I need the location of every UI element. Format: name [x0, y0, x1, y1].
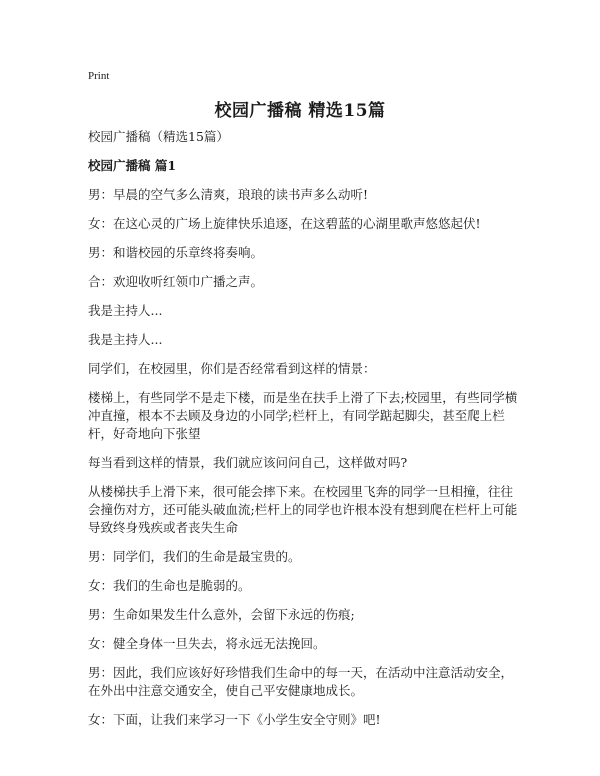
document-title: 校园广播稿 精选15篇 — [214, 101, 386, 121]
paragraph: 男：生命如果发生什么意外，会留下永远的伤痕; — [88, 607, 355, 622]
paragraph: 女：下面，让我们来学习一下《小学生安全守则》吧! — [88, 712, 381, 727]
paragraph: 女：我们的生命也是脆弱的。 — [88, 578, 251, 593]
paragraph: 我是主持人... — [88, 332, 163, 347]
paragraph: 我是主持人... — [88, 303, 163, 318]
paragraph: 从楼梯扶手上滑下来，很可能会摔下来。在校园里飞奔的同学一旦相撞，往往会撞伤对方，还可能头破血流;栏杆上的同学也许根本没有想到爬在栏杆上可能导致终身残疾或者丧失生命 — [88, 484, 518, 535]
paragraph: 女：健全身体一旦失去，将永远无法挽回。 — [88, 636, 326, 651]
paragraph: 每当看到这样的情景，我们就应该问问自己，这样做对吗? — [88, 455, 408, 470]
paragraph: 男：早晨的空气多么清爽，琅琅的读书声多么动听! — [88, 187, 369, 202]
paragraph: 男：和谐校园的乐章终将奏响。 — [88, 245, 264, 260]
section-heading: 校园广播稿 篇1 — [88, 158, 177, 173]
paragraph: 男：因此，我们应该好好珍惜我们生命中的每一天，在活动中注意活动安全，在外出中注意交通安全，使自己平安健康地成长。 — [88, 665, 514, 698]
document-body — [88, 128, 518, 740]
print-label[interactable]: Print — [88, 70, 110, 82]
paragraph: 合：欢迎收听红领巾广播之声。 — [88, 274, 264, 289]
paragraph: 女：在这心灵的广场上旋律快乐追逐，在这碧蓝的心湖里歌声悠悠起伏! — [88, 216, 481, 231]
paragraph: 楼梯上，有些同学不是走下楼，而是坐在扶手上滑了下去;校园里，有些同学横冲直撞，根本不去顾及身边的小同学;栏杆上，有同学踮起脚尖，甚至爬上栏杆，好奇地向下张望 — [88, 390, 518, 441]
document-subtitle: 校园广播稿（精选15篇） — [88, 129, 229, 144]
paragraph: 同学们，在校园里，你们是否经常看到这样的情景： — [88, 361, 376, 376]
paragraph: 男：同学们，我们的生命是最宝贵的。 — [88, 549, 301, 564]
